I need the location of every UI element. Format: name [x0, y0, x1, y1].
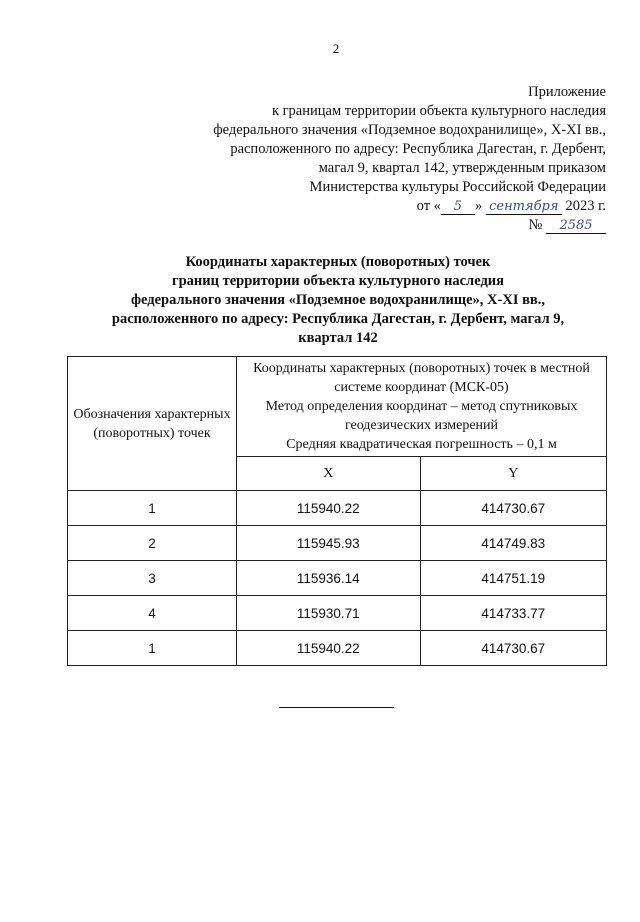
x-cell: 115930.71	[237, 596, 421, 631]
y-cell: 414751.19	[420, 561, 606, 596]
appendix-heading: Приложение	[528, 84, 606, 100]
date-mid: »	[474, 198, 483, 214]
coordinates-header-line: Координаты характерных (поворотных) точек в местной системе координат (МСК-05)	[253, 361, 590, 395]
title-line: федерального значения «Подземное водохранилище», X-XI вв.,	[131, 292, 545, 308]
appendix-block	[213, 83, 606, 235]
coordinates-header-line: Средняя квадратическая погрешность – 0,1 м	[286, 437, 557, 452]
point-cell: 1	[68, 491, 237, 526]
table-row	[68, 491, 607, 526]
title-line: границ территории объекта культурного наследия	[172, 273, 504, 289]
coordinates-title	[70, 253, 606, 348]
x-cell: 115945.93	[237, 526, 421, 561]
y-cell: 414749.83	[420, 526, 606, 561]
point-cell: 1	[68, 631, 237, 666]
coordinates-table	[67, 356, 607, 666]
table-row	[68, 596, 607, 631]
date-prefix: от «	[416, 198, 441, 214]
date-month: сентября	[486, 199, 562, 215]
y-header: Y	[420, 457, 606, 491]
title-line: расположенного по адресу: Республика Дагестан, г. Дербент, магал 9,	[111, 311, 565, 327]
table-header-row	[68, 357, 607, 457]
table-row	[68, 526, 607, 561]
number-prefix: №	[528, 217, 543, 233]
date-year: 2023 г.	[565, 198, 606, 214]
appendix-line: к границам территории объекта культурного наследия	[271, 103, 606, 119]
y-cell: 414730.67	[420, 491, 606, 526]
table-row	[68, 561, 607, 596]
point-cell: 4	[68, 596, 237, 631]
y-cell: 414733.77	[420, 596, 606, 631]
order-number	[213, 216, 606, 235]
point-cell: 2	[68, 526, 237, 561]
order-date	[213, 197, 606, 216]
footer-divider	[279, 707, 394, 708]
coordinates-header	[237, 357, 607, 457]
title-line: Координаты характерных (поворотных) точек	[185, 254, 491, 270]
appendix-line: расположенного по адресу: Республика Дагестан, г. Дербент,	[230, 141, 606, 157]
appendix-line: Министерства культуры Российской Федерации	[309, 179, 606, 195]
x-cell: 115936.14	[237, 561, 421, 596]
y-cell: 414730.67	[420, 631, 606, 666]
date-day: 5	[441, 199, 475, 215]
points-header: Обозначения характерных (поворотных) точек	[68, 357, 237, 491]
title-line: квартал 142	[298, 330, 378, 346]
point-cell: 3	[68, 561, 237, 596]
x-cell: 115940.22	[237, 491, 421, 526]
appendix-line: федерального значения «Подземное водохранилище», X-XI вв.,	[213, 122, 606, 138]
number-value: 2585	[546, 218, 606, 234]
table-row	[68, 631, 607, 666]
coordinates-header-line: Метод определения координат – метод спутниковых геодезических измерений	[265, 399, 578, 433]
x-cell: 115940.22	[237, 631, 421, 666]
page-number: 2	[332, 41, 340, 56]
x-header: X	[237, 457, 421, 491]
appendix-line: магал 9, квартал 142, утвержденным приказом	[318, 160, 606, 176]
